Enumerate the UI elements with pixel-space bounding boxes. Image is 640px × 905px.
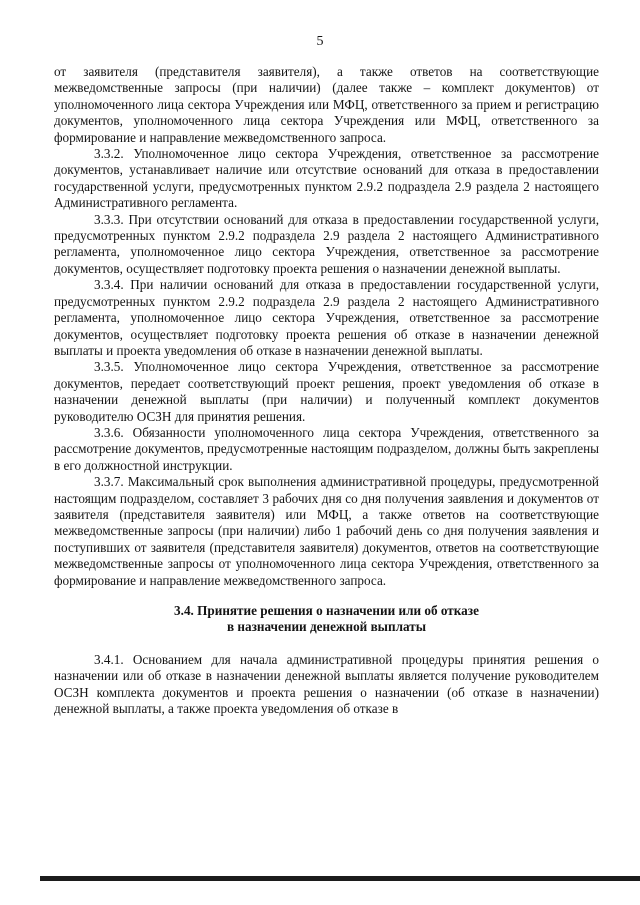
paragraph-3-3-2: 3.3.2. Уполномоченное лицо сектора Учреждения, ответственное за рассмотрение документов, устанавливает наличие или отсутствие оснований для отказа в предоставлении государственной услуги, предусмотренных пунктом 2.9.2 подраздела 2.9 раздела 2 настоящего Административного регламента. [54,146,599,211]
paragraph-3-3-4: 3.3.4. При наличии оснований для отказа в предоставлении государственной услуги, предусмотренных пунктом 2.9.2 подраздела 2.9 раздела 2 настоящего Административного регламента, уполномоченное лицо сектора Учреждения, ответственное за рассмотрение документов, осуществляет подготовку проекта решения об отказе в назначении денежной выплаты и проекта уведомления об отказе в назначении денежной выплаты. [54,277,599,358]
section-heading-3-4 [54,603,599,636]
document-body [54,64,599,717]
paragraph-3-3-3: 3.3.3. При отсутствии оснований для отказа в предоставлении государственной услуги, предусмотренных пунктом 2.9.2 подраздела 2.9 раздела 2 настоящего Административного регламента, уполномоченное лицо сектора Учреждения, ответственное за рассмотрение документов, осуществляет подготовку проекта решения о назначении денежной выплаты. [54,211,599,276]
section-heading-line-2: в назначении денежной выплаты [226,619,427,635]
page-number: 5 [316,34,324,49]
paragraph-3-3-5: 3.3.5. Уполномоченное лицо сектора Учреждения, ответственное за рассмотрение документов, передает соответствующий проект решения, проект уведомления об отказе в назначении денежной выплаты (при наличии) и полученный комплект документов руководителю ОСЗН для принятия решения. [54,359,599,424]
paragraph-3-3-7: 3.3.7. Максимальный срок выполнения административной процедуры, предусмотренной настоящим подразделом, составляет 3 рабочих дня со дня получения заявления и документов от заявителя (представителя заявителя) или МФЦ, а также ответов на соответствующие межведомственные запросы (при наличии) либо 1 рабочий день со дня получения заявления и поступивших от заявителя (представителя заявителя) документов, ответов на соответствующие межведомственные запросы от уполномоченного лица сектора Учреждения, ответственного за формирование и направление межведомственного запроса. [54,474,599,588]
paragraph-3-3-6: 3.3.6. Обязанности уполномоченного лица сектора Учреждения, ответственного за рассмотрение документов, предусмотренные настоящим подразделом, должны быть закреплены в его должностной инструкции. [54,424,599,473]
section-heading-line-1: 3.4. Принятие решения о назначении или об отказе [174,603,479,618]
paragraph-continuation: от заявителя (представителя заявителя), а также ответов на соответствующие межведомственные запросы (при наличии) (далее также – комплект документов) от уполномоченного лица сектора Учреждения или МФЦ, ответственного за прием и регистрацию документов, уполномоченного лица сектора Учреждения или МФЦ, ответственного за формирование и направление межведомственного запроса. [54,64,599,145]
bottom-border-rule [40,876,640,881]
paragraph-3-4-1: 3.4.1. Основанием для начала административной процедуры принятия решения о назначении или об отказе в назначении денежной выплаты является получение руководителем ОСЗН комплекта документов и проекта решения о назначении (об отказе в назначении) денежной выплаты, а также проекта уведомления об отказе в [54,651,599,717]
